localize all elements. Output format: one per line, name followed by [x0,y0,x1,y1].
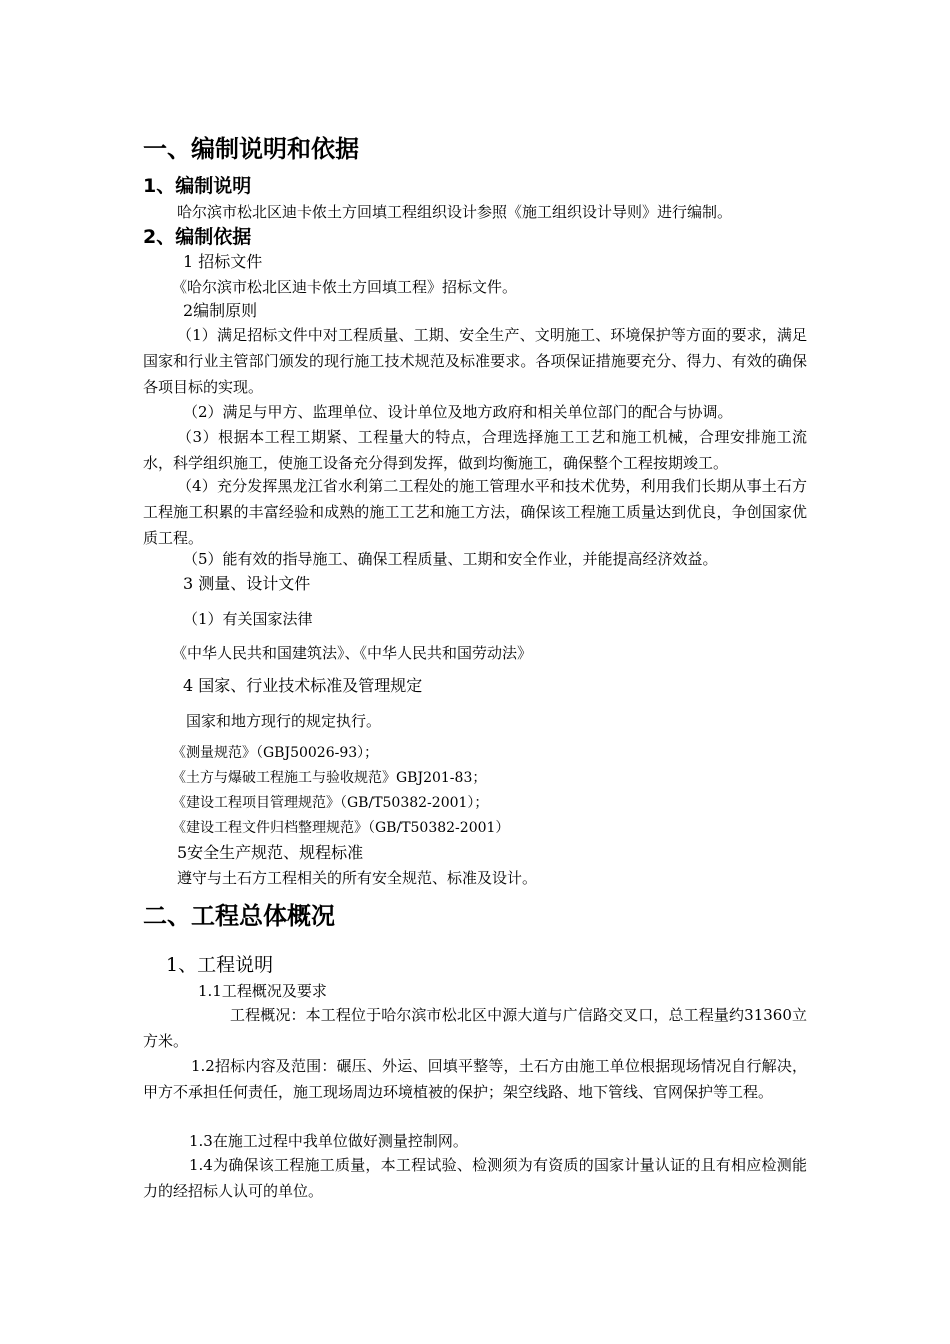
survey-paragraph: 1.3在施工过程中我单位做好测量控制网。 [189,1132,468,1150]
testing-paragraph: 1.4为确保该工程施工质量，本工程试验、检测须为有资质的国家计量认证的且有相应检测能力的经招标人认可的单位。 [143,1156,807,1200]
principle-2: （2）满足与甲方、监理单位、设计单位及地方政府和相关单位部门的配合与协调。 [183,403,733,421]
item-3-sub: （1）有关国家法律 [183,610,313,628]
item-2-title: 2编制原则 [183,301,258,320]
item-5-title: 5安全生产规范、规程标准 [177,843,364,862]
standard-2: 《土方与爆破工程施工与验收规范》GBJ201-83； [172,770,487,786]
scope-paragraph: 1.2招标内容及范围：碾压、外运、回填平整等，土石方由施工单位根据现场情况自行解决，甲方不承担任何责任，施工现场周边环境植被的保护；架空线路、地下管线、官网保护等工程。 [143,1057,807,1101]
principle-5: （5）能有效的指导施工、确保工程质量、工期和安全作业，并能提高经济效益。 [183,550,718,568]
item-1-title: 1 招标文件 [183,252,263,271]
section-2-1-1-title: 1.1工程概况及要求 [198,982,327,1000]
standard-4: 《建设工程文件归档整理规范》（GB/T50382-2001） [172,820,510,836]
item-4-text: 国家和地方现行的规定执行。 [186,712,382,730]
section-1-2-title: 2、编制依据 [143,226,252,248]
item-5-text: 遵守与土石方工程相关的所有安全规范、标准及设计。 [177,869,538,887]
item-3-title: 3 测量、设计文件 [183,574,311,593]
principle-3: （3）根据本工程工期紧、工程量大的特点，合理选择施工工艺和施工机械，合理安排施工流水，科学组织施工，使施工设备充分得到发挥，做到均衡施工，确保整个工程按期竣工。 [143,428,807,472]
principle-1: （1）满足招标文件中对工程质量、工期、安全生产、文明施工、环境保护等方面的要求，满足国家和行业主管部门颁发的现行施工技术规范及标准要求。各项保证措施要充分、得力、有效的确保各项目标的实现。 [143,326,807,396]
section-1-1-text: 哈尔滨市松北区迪卡侬土方回填工程组织设计参照《施工组织设计导则》进行编制。 [177,203,733,221]
principle-4: （4）充分发挥黑龙江省水利第二工程处的施工管理水平和技术优势，利用我们长期从事土石方工程施工积累的丰富经验和成熟的施工工艺和施工方法，确保该工程施工质量达到优良，争创国家优质工程。 [143,477,807,547]
section-2-title: 二、工程总体概况 [143,902,335,930]
item-3-text: 《中华人民共和国建筑法》、《中华人民共和国劳动法》 [172,644,533,662]
item-4-title: 4 国家、行业技术标准及管理规定 [183,676,423,695]
item-1-text: 《哈尔滨市松北区迪卡侬土方回填工程》招标文件。 [172,278,518,296]
section-1-1-title: 1、编制说明 [143,175,252,197]
standard-1: 《测量规范》（GBJ50026-93）； [172,745,379,761]
section-2-1-title: 1、工程说明 [166,954,274,976]
standard-3: 《建设工程项目管理规范》（GB/T50382-2001）； [172,795,489,811]
section-1-title: 一、编制说明和依据 [143,135,359,163]
overview-paragraph: 工程概况：本工程位于哈尔滨市松北区中源大道与广信路交叉口，总工程量约31360立方米。 [143,1006,807,1050]
